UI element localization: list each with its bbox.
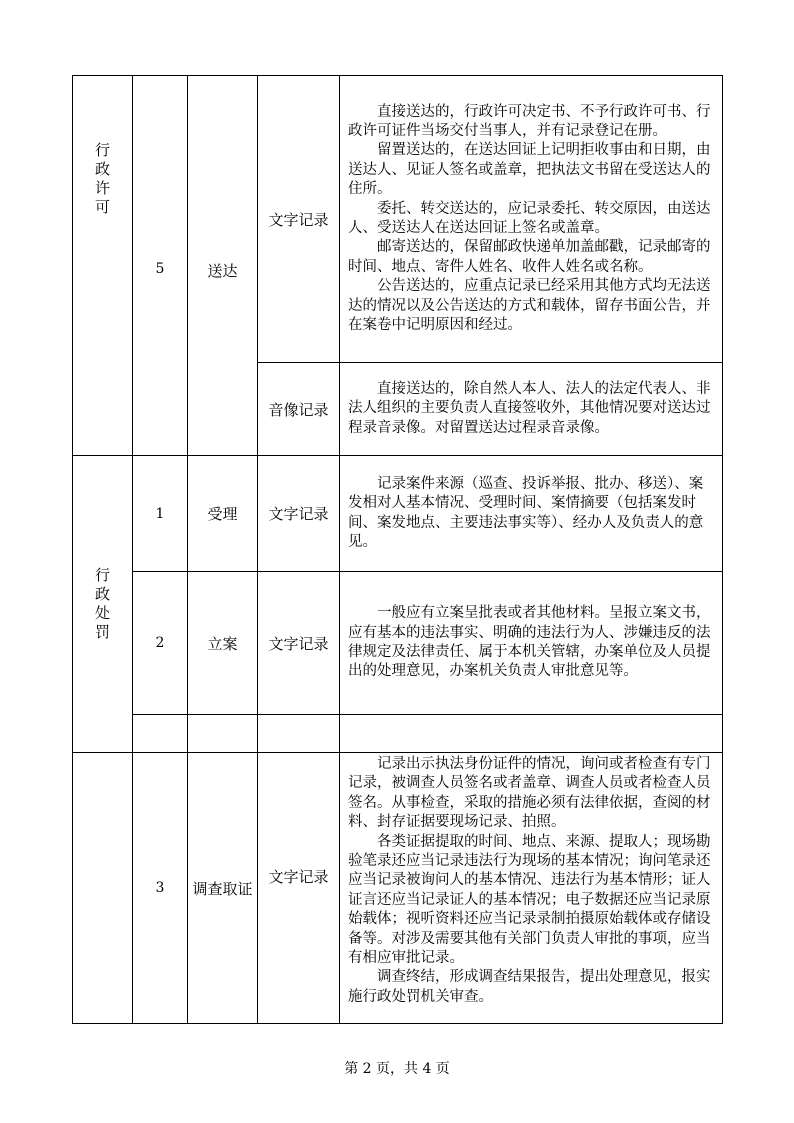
record-type: 文字记录 bbox=[258, 76, 340, 363]
record-content bbox=[340, 753, 723, 1024]
record-content bbox=[340, 76, 723, 363]
content-paragraph: 调查终结，形成调查结果报告，提出处理意见，报实施行政处罚机关审查。 bbox=[348, 969, 711, 1005]
content-paragraph: 邮寄送达的，保留邮政快递单加盖邮戳，记录邮寄的时间、地点、寄件人姓名、收件人姓名或名称。 bbox=[348, 239, 711, 275]
content-paragraph: 各类证据提取的时间、地点、来源、提取人；现场勘验笔录还应当记录违法行为现场的基本情况；询问笔录还应当记录被询问人的基本情况、违法行为基本情形；证人证言还应当记录证人的基本情况；电子数据还应当记录原始载体；视听资料还应当记录录制拍摄原始载体或存储设备等。对涉及需要其他有关部门负责人审批的事项，应当有相应审批记录。 bbox=[348, 833, 711, 967]
page-number: 第 2 页，共 4 页 bbox=[344, 1061, 450, 1077]
category-char: 可 bbox=[94, 198, 110, 216]
record-content bbox=[340, 572, 723, 715]
blank-cell bbox=[188, 715, 258, 753]
category-cell-license bbox=[73, 76, 133, 456]
record-type: 文字记录 bbox=[258, 753, 340, 1024]
table-row bbox=[73, 715, 723, 753]
record-type: 文字记录 bbox=[258, 572, 340, 715]
content-paragraph: 一般应有立案呈批表或者其他材料。呈报立案文书，应有基本的违法事实、明确的违法行为人、涉嫌违反的法律规定及法律责任、属于本机关管辖，办案单位及人员提出的处理意见，办案机关负责人审批意见等。 bbox=[348, 605, 711, 680]
step-label: 受理 bbox=[188, 456, 258, 572]
table-row bbox=[73, 753, 723, 1024]
content-paragraph: 记录出示执法身份证件的情况，询问或者检查有专门记录，被调查人员签名或者盖章、调查人员或者检查人员签名。从事检查，采取的措施必须有法律依据，查阅的材料、封存证据要现场记录、拍照。 bbox=[348, 756, 711, 831]
category-char: 行 bbox=[94, 141, 110, 159]
category-char: 罚 bbox=[94, 623, 110, 641]
table-row bbox=[73, 456, 723, 572]
blank-cell bbox=[73, 753, 133, 1024]
record-table bbox=[72, 75, 723, 1024]
content-paragraph: 记录案件来源（巡查、投诉举报、批办、移送）、案发相对人基本情况、受理时间、案情摘要（包括案发时间、案发地点、主要违法事实等）、经办人及负责人的意见。 bbox=[348, 475, 704, 550]
step-number: 2 bbox=[133, 572, 188, 715]
category-char: 政 bbox=[94, 160, 110, 178]
category-char: 许 bbox=[94, 179, 110, 197]
table-row bbox=[73, 572, 723, 715]
content-paragraph: 直接送达的，行政许可决定书、不予行政许可书、行政许可证件当场交付当事人，并有记录登记在册。 bbox=[348, 103, 711, 139]
step-label: 送达 bbox=[188, 76, 258, 456]
step-label: 立案 bbox=[188, 572, 258, 715]
record-content bbox=[340, 456, 723, 572]
blank-cell bbox=[340, 715, 723, 753]
category-char: 政 bbox=[94, 585, 110, 603]
blank-cell bbox=[258, 715, 340, 753]
step-number: 3 bbox=[133, 753, 188, 1024]
step-label: 调查取证 bbox=[188, 753, 258, 1024]
record-type: 文字记录 bbox=[258, 456, 340, 572]
category-cell-penalty bbox=[73, 456, 133, 753]
content-paragraph: 直接送达的，除自然人本人、法人的法定代表人、非法人组织的主要负责人直接签收外，其他情况要对送达过程录音录像。对留置送达过程录音录像。 bbox=[348, 380, 711, 436]
step-number: 5 bbox=[133, 76, 188, 456]
content-paragraph: 留置送达的，在送达回证上记明拒收事由和日期，由送达人、见证人签名或盖章，把执法文书留在受送达人的住所。 bbox=[348, 142, 711, 198]
content-paragraph: 委托、转交送达的，应记录委托、转交原因，由送达人、受送达人在送达回证上签名或盖章。 bbox=[348, 200, 711, 236]
category-char: 行 bbox=[94, 566, 110, 584]
blank-cell bbox=[133, 715, 188, 753]
category-char: 处 bbox=[94, 604, 110, 622]
content-paragraph: 公告送达的，应重点记录已经采用其他方式均无法送达的情况以及公告送达的方式和载体，留存书面公告，并在案卷中记明原因和经过。 bbox=[348, 278, 711, 334]
record-type: 音像记录 bbox=[258, 363, 340, 456]
step-number: 1 bbox=[133, 456, 188, 572]
record-content bbox=[340, 363, 723, 456]
table-row bbox=[73, 76, 723, 363]
